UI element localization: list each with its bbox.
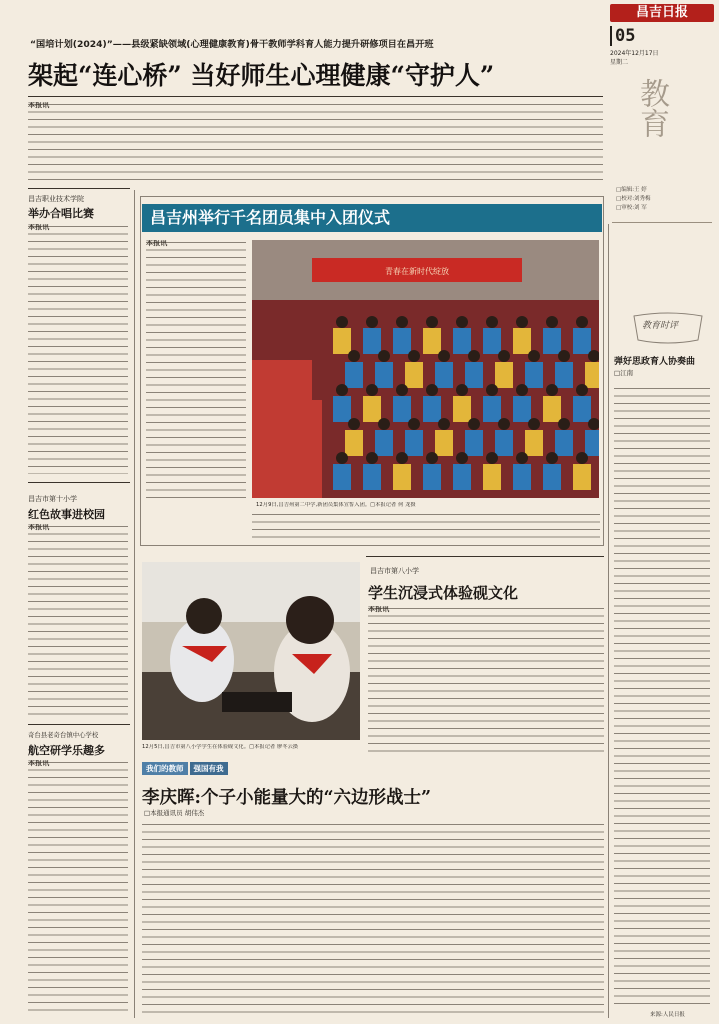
student-head (336, 452, 348, 464)
lead-kicker: “国培计划(2024)”——县级紧缺领域(心理健康教育)骨干教师学科育人能力提升研修项目在昌开班 (30, 39, 434, 50)
student-head (366, 452, 378, 464)
student-figure (405, 362, 423, 388)
art1-source: 昌吉职业技术学院 (28, 195, 84, 203)
art1-title: 举办合唱比赛 (28, 207, 94, 220)
student-head (468, 350, 480, 362)
student-figure (333, 464, 351, 490)
art3-title: 红色故事进校园 (28, 508, 105, 521)
student-head (528, 350, 540, 362)
student-head (498, 418, 510, 430)
student-figure (363, 328, 381, 354)
student-figure (573, 328, 591, 354)
student-figure (333, 328, 351, 354)
art5-body: 本报讯 (28, 760, 128, 1016)
student-head (456, 384, 468, 396)
student-head (396, 452, 408, 464)
column-badge: 教育时评 (628, 310, 708, 350)
student-head (426, 384, 438, 396)
student-figure (393, 396, 411, 422)
student-figure (525, 430, 543, 456)
student-figure (405, 430, 423, 456)
student-figure (513, 464, 531, 490)
column-body (614, 386, 710, 1008)
student-figure (573, 396, 591, 422)
lead-body: 本报讯 (28, 102, 603, 182)
student-head (348, 418, 360, 430)
student-figure (495, 362, 513, 388)
student-head (486, 316, 498, 328)
student-head (396, 316, 408, 328)
paper-logo: 昌吉日报 (610, 4, 714, 22)
page-number: 05 (610, 26, 635, 46)
student-head (408, 350, 420, 362)
student-head (558, 418, 570, 430)
art6-byline: □本报通讯员 胡伟杰 (144, 809, 205, 817)
student-figure (513, 396, 531, 422)
student-figure (513, 328, 531, 354)
art1-body: 本报讯 (28, 224, 128, 474)
student-figure (393, 464, 411, 490)
proof-credit: □校对:刘秀梅 (616, 196, 651, 202)
student-figure (483, 464, 501, 490)
art2-title: 昌吉州举行千名团员集中入团仪式 (142, 204, 602, 232)
art4-title: 学生沉浸式体验砚文化 (368, 584, 519, 602)
student-figure (585, 430, 599, 456)
student-head (396, 384, 408, 396)
student-figure (345, 430, 363, 456)
photo-banner-text: 青春在新时代绽放 (385, 267, 449, 276)
art2-photo (252, 240, 599, 498)
student-figure (585, 362, 599, 388)
art4-caption: 12月5日,昌吉市第八小学学生在体验砚文化。□本报记者 廖冬云摄 (142, 744, 299, 750)
art6-body (142, 822, 604, 1018)
editor-credit: □编辑:王 婷 (616, 187, 647, 193)
section-title: 教育 (634, 78, 669, 138)
student-head (426, 316, 438, 328)
art5-source: 奇台县老奇台镇中心学校 (28, 731, 99, 739)
student-figure (465, 362, 483, 388)
column-source: 来源:人民日报 (650, 1012, 685, 1018)
student-head (516, 452, 528, 464)
lead-title: 架起“连心桥” 当好师生心理健康“守护人” (28, 61, 495, 90)
student-head (486, 384, 498, 396)
student-figure (483, 328, 501, 354)
student-head (516, 384, 528, 396)
art4-source: 昌吉市第八小学 (370, 567, 419, 575)
art4-photo (142, 562, 360, 740)
student-head (426, 452, 438, 464)
student-head (336, 316, 348, 328)
student-head (336, 384, 348, 396)
student-head (438, 350, 450, 362)
student-figure (375, 430, 393, 456)
student-figure (363, 464, 381, 490)
student-head (576, 452, 588, 464)
student-head (498, 350, 510, 362)
art3-source: 昌吉市第十小学 (28, 495, 77, 503)
student-head (546, 316, 558, 328)
student-figure (543, 396, 561, 422)
student-head (528, 418, 540, 430)
art5-title: 航空研学乐趣多 (28, 744, 105, 757)
student-head (348, 350, 360, 362)
student-figure (525, 362, 543, 388)
art2-body-a: 本报讯 (146, 240, 246, 500)
art4-body: 本报讯 (368, 606, 604, 754)
student-head (408, 418, 420, 430)
student-figure (453, 396, 471, 422)
student-head (366, 316, 378, 328)
student-figure (423, 396, 441, 422)
column-title: 弹好思政育人协奏曲 (614, 357, 696, 367)
student-head (378, 350, 390, 362)
student-figure (333, 396, 351, 422)
student-head (456, 452, 468, 464)
student-figure (543, 328, 561, 354)
student-figure (453, 464, 471, 490)
student-figure (435, 362, 453, 388)
student-head (576, 316, 588, 328)
student-figure (465, 430, 483, 456)
issue-date: 2024年12月17日 (610, 50, 659, 57)
student-head (558, 350, 570, 362)
student-figure (483, 396, 501, 422)
art6-tag: 我们的教师 强国有我 (142, 762, 228, 775)
student-figure (555, 362, 573, 388)
student-figure (375, 362, 393, 388)
student-figure (555, 430, 573, 456)
student-figure (453, 328, 471, 354)
student-figure (393, 328, 411, 354)
art2-caption: 12月9日,昌吉州第二中学,新团员集体宣誓入团。□本报记者 何 龙摄 (256, 502, 416, 508)
student-head (366, 384, 378, 396)
student-figure (543, 464, 561, 490)
student-head (516, 316, 528, 328)
weekday: 星期二 (610, 59, 629, 66)
student-head (438, 418, 450, 430)
student-figure (495, 430, 513, 456)
student-head (576, 384, 588, 396)
student-figure (345, 362, 363, 388)
column-author: □江南 (614, 369, 634, 377)
student-head (378, 418, 390, 430)
art3-body: 本报讯 (28, 524, 128, 718)
student-figure (423, 328, 441, 354)
student-figure (423, 464, 441, 490)
student-figure (573, 464, 591, 490)
art6-title: 李庆晖:个子小能量大的“六边形战士” (142, 788, 432, 808)
student-head (456, 316, 468, 328)
student-figure (435, 430, 453, 456)
student-figure (363, 396, 381, 422)
student-head (468, 418, 480, 430)
masthead (610, 4, 714, 66)
student-head (546, 452, 558, 464)
student-head (486, 452, 498, 464)
art2-body-b (252, 512, 600, 542)
student-head (546, 384, 558, 396)
layout-credit: □审校:刘 军 (616, 205, 647, 211)
